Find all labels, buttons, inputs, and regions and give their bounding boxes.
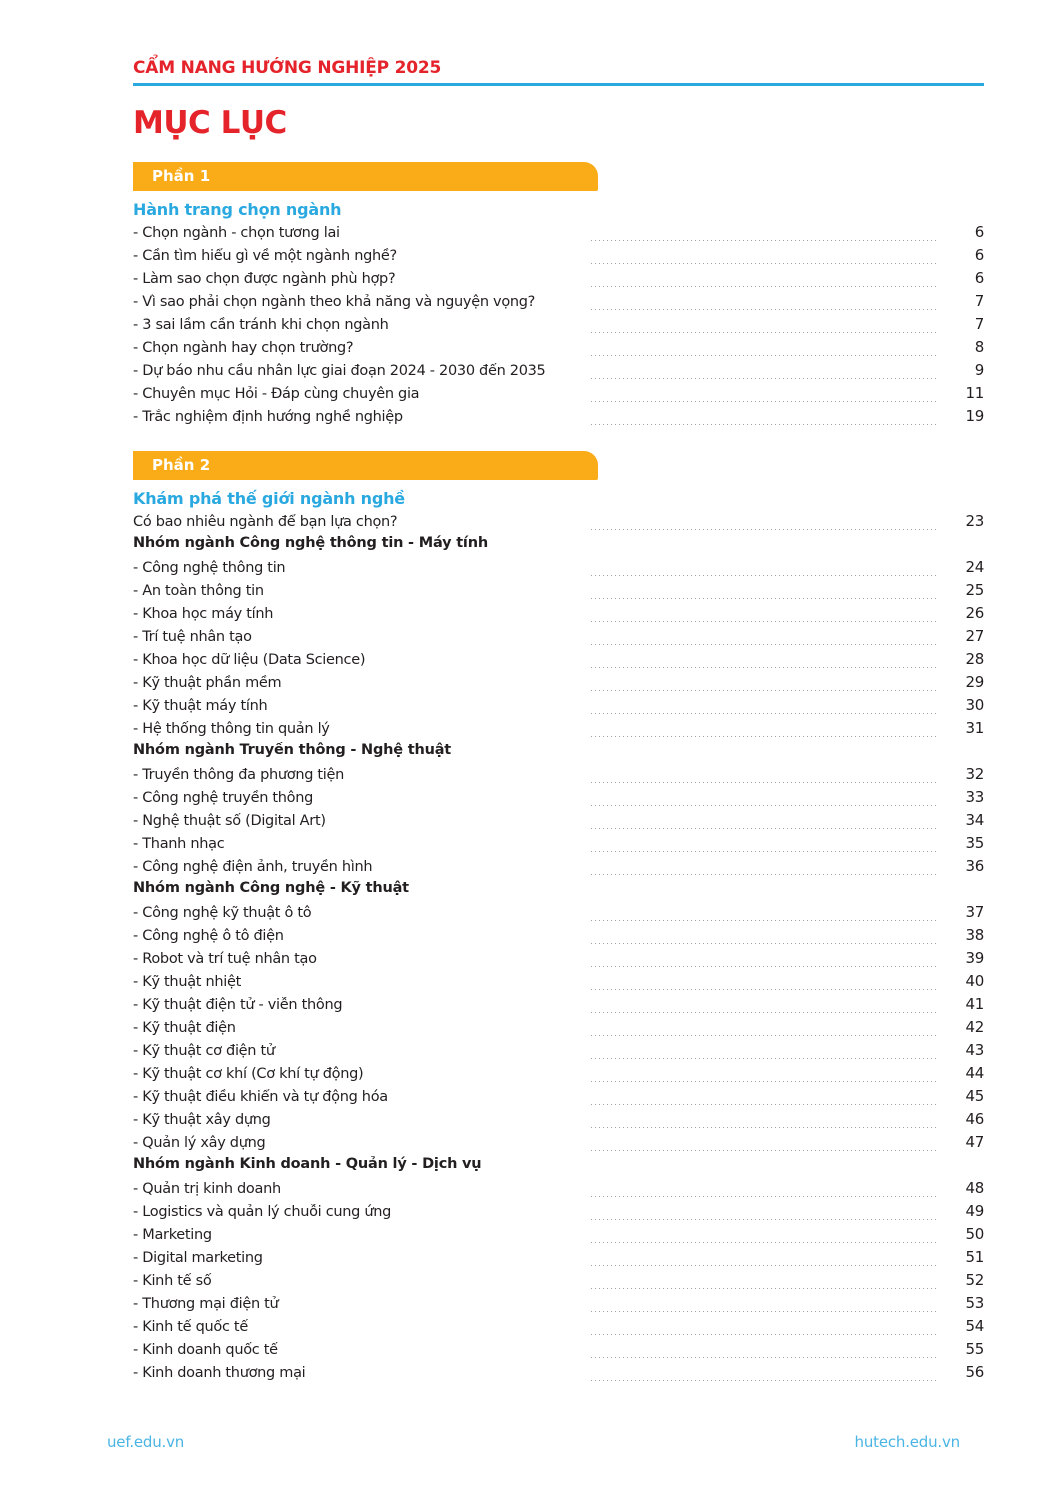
section-banner: Phần 2 [133,451,598,480]
dotted-leader [591,943,938,944]
toc-page-number: 26 [965,604,984,622]
toc-page-number: 28 [965,650,984,668]
toc-entry [133,673,984,696]
toc-entry-label: - Chuyên mục Hỏi - Đáp cùng chuyên gia [133,386,420,402]
toc-entry [133,765,984,788]
toc-entry [133,1041,984,1064]
toc-page-number: 45 [965,1087,984,1105]
toc-entry-label: - Kỹ thuật điện [133,1020,236,1036]
toc-page-number: 6 [974,246,984,264]
toc-entry [133,650,984,673]
toc-page-number: 30 [965,696,984,714]
toc-page-number: 49 [965,1202,984,1220]
toc-page-number: 55 [965,1340,984,1358]
toc-page-number: 44 [965,1064,984,1082]
toc-entry-label: - Hệ thống thông tin quản lý [133,721,330,737]
toc-entry [133,246,984,269]
toc-entry [133,1179,984,1202]
toc-entry [133,1340,984,1363]
dotted-leader [591,874,938,875]
toc-page-number: 19 [965,407,984,425]
toc-page-number: 35 [965,834,984,852]
toc-entry [133,1110,984,1133]
dotted-leader [591,989,938,990]
toc-entry [133,338,984,361]
toc-page-number: 52 [965,1271,984,1289]
toc-entry-label: - Công nghệ ô tô điện [133,928,284,944]
dotted-leader [591,1127,938,1128]
toc-page-number: 43 [965,1041,984,1059]
toc-entry [133,788,984,811]
toc-entry [133,384,984,407]
dotted-leader [591,332,938,333]
toc-entry-label: - Kinh tế quốc tế [133,1319,248,1335]
toc-entry [133,1018,984,1041]
toc-entry [133,926,984,949]
dotted-leader [591,355,938,356]
toc-entry [133,512,984,535]
toc-page-number: 41 [965,995,984,1013]
dotted-leader [591,1012,938,1013]
dotted-leader [591,920,938,921]
dotted-leader [591,1311,938,1312]
page-content [133,58,984,1386]
toc-page-number: 37 [965,903,984,921]
toc-page-number: 40 [965,972,984,990]
dotted-leader [591,401,938,402]
dotted-leader [591,966,938,967]
dotted-leader [591,713,938,714]
section-heading: Hành trang chọn ngành [133,200,342,219]
dotted-leader [591,1058,938,1059]
dotted-leader [591,529,938,530]
toc-page-number: 6 [974,269,984,287]
toc-entry-label: - Khoa học máy tính [133,606,274,622]
dotted-leader [591,286,938,287]
toc-entry [133,903,984,926]
toc-page-number: 24 [965,558,984,576]
toc-page-number: 48 [965,1179,984,1197]
toc-group-header [133,742,984,765]
section-heading: Khám phá thế giới ngành nghề [133,489,405,508]
toc-page-number: 46 [965,1110,984,1128]
dotted-leader [591,309,938,310]
toc-entry-label: - Kỹ thuật nhiệt [133,974,241,990]
toc-page-number: 9 [974,361,984,379]
toc-page-number: 33 [965,788,984,806]
toc-entry-label: - Quản trị kinh doanh [133,1181,281,1197]
toc-entry [133,604,984,627]
toc-entry-label: - Công nghệ kỹ thuật ô tô [133,905,312,921]
toc-entry-label: Nhóm ngành Công nghệ thông tin - Máy tính [133,535,488,551]
page-title: MỤC LỤC [133,105,287,141]
toc-entry-label: - Kỹ thuật cơ điện tử [133,1043,275,1059]
toc-entry [133,269,984,292]
toc-entry [133,1225,984,1248]
toc-entry [133,1202,984,1225]
toc-entry [133,834,984,857]
toc-entry-label: - Khoa học dữ liệu (Data Science) [133,652,366,668]
toc-page-number: 34 [965,811,984,829]
toc-entry-label: - Kỹ thuật điện tử - viễn thông [133,997,343,1013]
dotted-leader [591,851,938,852]
toc-entry-label: Có bao nhiêu ngành để bạn lựa chọn? [133,514,398,530]
dotted-leader [591,736,938,737]
toc-entry-label: - Quản lý xây dựng [133,1135,266,1151]
dotted-leader [591,1242,938,1243]
dotted-leader [591,378,938,379]
dotted-leader [591,1288,938,1289]
dotted-leader [591,1196,938,1197]
dotted-leader [591,1380,938,1381]
toc-group-header [133,535,984,558]
page-footer [107,1433,960,1451]
toc-entry-label: - Thương mại điện tử [133,1296,279,1312]
toc-entry-label: - An toàn thông tin [133,583,264,599]
toc-entry-label: - Thanh nhạc [133,836,225,852]
toc-page-number: 32 [965,765,984,783]
toc-entry [133,1248,984,1271]
toc-entry-label: - Kinh doanh thương mại [133,1365,306,1381]
section-banner: Phần 1 [133,162,598,191]
toc-entry [133,1317,984,1340]
toc-page-number: 27 [965,627,984,645]
toc-entry [133,857,984,880]
toc-entry-label: - Kinh tế số [133,1273,212,1289]
dotted-leader [591,690,938,691]
toc-entry [133,972,984,995]
dotted-leader [591,1219,938,1220]
toc-page-number: 42 [965,1018,984,1036]
toc-entry [133,949,984,972]
toc-page-number: 51 [965,1248,984,1266]
toc-entry-label: - Chọn ngành hay chọn trường? [133,340,354,356]
dotted-leader [591,1104,938,1105]
toc-rows [133,223,984,430]
toc-page-number: 53 [965,1294,984,1312]
toc-entry-label: Nhóm ngành Kinh doanh - Quản lý - Dịch vụ [133,1156,482,1172]
dotted-leader [591,424,938,425]
dotted-leader [591,1081,938,1082]
footer-link-hutech: hutech.edu.vn [854,1433,960,1451]
toc-entry-label: - Kinh doanh quốc tế [133,1342,278,1358]
toc-entry [133,811,984,834]
toc-entry [133,995,984,1018]
toc-entry-label: - Công nghệ điện ảnh, truyền hình [133,859,373,875]
toc-entry-label: - Vì sao phải chọn ngành theo khả năng và nguyện vọng? [133,294,536,310]
toc-entry-label: - Logistics và quản lý chuỗi cung ứng [133,1204,392,1220]
toc-page-number: 23 [965,512,984,530]
toc-entry [133,1087,984,1110]
toc-entry-label: - Kỹ thuật điều khiển và tự động hóa [133,1089,388,1105]
toc-page-number: 36 [965,857,984,875]
toc-entry [133,1064,984,1087]
toc-entry [133,1271,984,1294]
toc-entry-label: - Nghệ thuật số (Digital Art) [133,813,326,829]
toc-entry-label: - Dự báo nhu cầu nhân lực giai đoạn 2024 - 2030 đến 2035 [133,363,546,379]
toc-page-number: 25 [965,581,984,599]
dotted-leader [591,240,938,241]
toc-page-number: 47 [965,1133,984,1151]
toc-entry [133,696,984,719]
toc-entry-label: - Robot và trí tuệ nhân tạo [133,951,317,967]
dotted-leader [591,598,938,599]
dotted-leader [591,1035,938,1036]
dotted-leader [591,644,938,645]
toc-entry-label: - Digital marketing [133,1250,263,1266]
toc-sections [133,162,984,1386]
toc-page-number: 54 [965,1317,984,1335]
toc-group-header [133,1156,984,1179]
toc-entry-label: - Kỹ thuật máy tính [133,698,268,714]
toc-page-number: 7 [974,292,984,310]
dotted-leader [591,575,938,576]
dotted-leader [591,1150,938,1151]
toc-entry-label: Nhóm ngành Truyền thông - Nghệ thuật [133,742,452,758]
toc-entry [133,292,984,315]
toc-page-number: 56 [965,1363,984,1381]
running-header [133,58,984,86]
toc-group-header [133,880,984,903]
toc-page-number: 11 [965,384,984,402]
toc-entry [133,581,984,604]
dotted-leader [591,621,938,622]
toc-page-number: 6 [974,223,984,241]
toc-entry [133,361,984,384]
toc-entry [133,407,984,430]
toc-entry-label: - Trí tuệ nhân tạo [133,629,252,645]
dotted-leader [591,1357,938,1358]
toc-entry-label: Nhóm ngành Công nghệ - Kỹ thuật [133,880,409,896]
toc-entry-label: - Marketing [133,1227,212,1243]
toc-entry [133,627,984,650]
dotted-leader [591,828,938,829]
toc-entry-label: - Trắc nghiệm định hướng nghề nghiệp [133,409,403,425]
dotted-leader [591,805,938,806]
toc-entry-label: - Công nghệ thông tin [133,560,286,576]
toc-entry-label: - Công nghệ truyền thông [133,790,314,806]
dotted-leader [591,1334,938,1335]
toc-entry-label: - Truyền thông đa phương tiện [133,767,345,783]
toc-entry [133,1294,984,1317]
footer-link-uef: uef.edu.vn [107,1433,185,1451]
dotted-leader [591,263,938,264]
toc-entry [133,1363,984,1386]
toc-entry-label: - Cần tìm hiểu gì về một ngành nghề? [133,248,397,264]
toc-page-number: 31 [965,719,984,737]
dotted-leader [591,782,938,783]
toc-page-number: 38 [965,926,984,944]
toc-page-number: 8 [974,338,984,356]
toc-entry-label: - Kỹ thuật xây dựng [133,1112,271,1128]
toc-entry-label: - Kỹ thuật cơ khí (Cơ khí tự động) [133,1066,364,1082]
handbook-title: CẨM NANG HƯỚNG NGHIỆP 2025 [133,58,442,78]
toc-page-number: 39 [965,949,984,967]
toc-entry-label: - 3 sai lầm cần tránh khi chọn ngành [133,317,389,333]
toc-entry-label: - Kỹ thuật phần mềm [133,675,282,691]
toc-entry [133,1133,984,1156]
toc-entry [133,315,984,338]
toc-entry-label: - Làm sao chọn được ngành phù hợp? [133,271,396,287]
toc-entry [133,719,984,742]
toc-entry [133,223,984,246]
toc-section [133,451,984,1386]
dotted-leader [591,1265,938,1266]
toc-page-number: 50 [965,1225,984,1243]
toc-entry [133,558,984,581]
toc-section [133,162,984,430]
dotted-leader [591,667,938,668]
toc-page-number: 7 [974,315,984,333]
toc-page-number: 29 [965,673,984,691]
toc-rows [133,512,984,1386]
toc-entry-label: - Chọn ngành - chọn tương lai [133,225,340,241]
